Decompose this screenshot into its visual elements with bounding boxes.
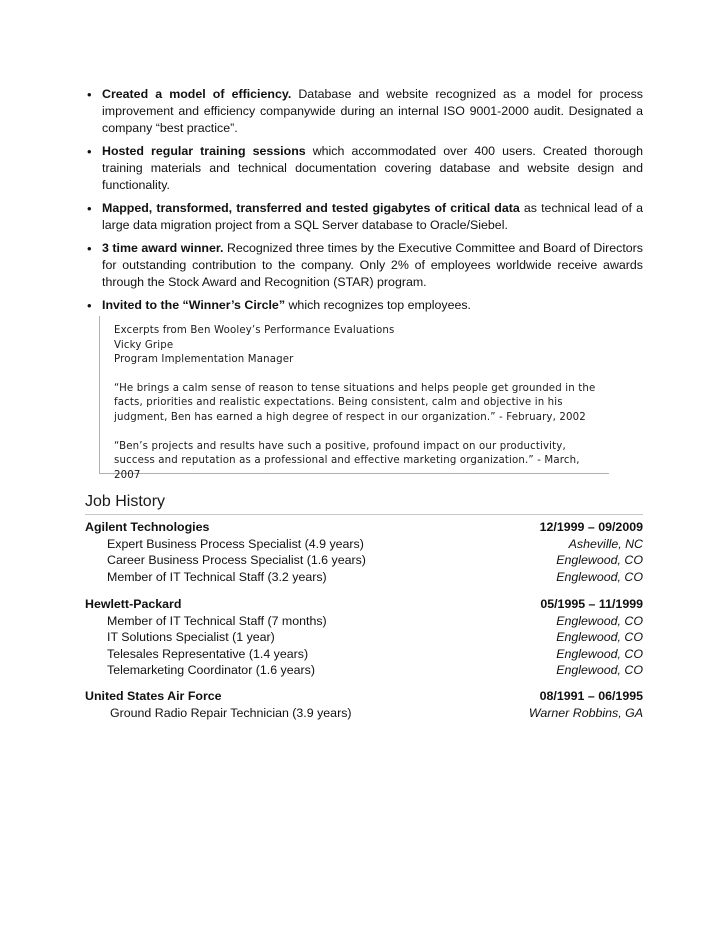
accomplishment-text: as technical lead of a large data migration project from a SQL Server database to Oracle/Siebel.	[102, 201, 643, 232]
job-entry-hp	[85, 596, 643, 679]
accomplishment-bold: Hosted regular training sessions	[102, 144, 306, 158]
role-title: Telemarketing Coordinator (1.6 years)	[107, 663, 315, 677]
role-title: Ground Radio Repair Technician (3.9 years)	[110, 705, 352, 720]
quote-author-name: Vicky Gripe	[114, 339, 174, 351]
role-title: Career Business Process Specialist (1.6 years)	[107, 553, 366, 567]
accomplishment-bold: Created a model of efficiency.	[102, 87, 292, 101]
quote-paragraph-1: “He brings a calm sense of reason to tense situations and helps people get grounded in the facts, priorities and realistic expectations. Being consistent, calm and objective in his judgment, Ben has earned a high degree of respect in our organization.” - February, 2002	[114, 382, 596, 423]
role-row	[85, 536, 643, 553]
job-entry-usaf	[85, 688, 643, 721]
role-row	[85, 629, 643, 646]
accomplishments-list	[85, 86, 643, 320]
job-history-title: Job History	[85, 492, 643, 515]
accomplishment-bold: Invited to the “Winner’s Circle”	[102, 298, 286, 312]
role-title: Member of IT Technical Staff (3.2 years)	[107, 569, 327, 584]
company-name: United States Air Force	[85, 689, 222, 703]
role-row	[85, 646, 643, 663]
quote-heading: Excerpts from Ben Wooley’s Performance Evaluations	[114, 325, 395, 336]
accomplishment-item	[85, 240, 643, 291]
role-location: Englewood, CO	[556, 630, 643, 644]
job-header-row	[85, 596, 643, 613]
role-location: Englewood, CO	[556, 553, 643, 567]
job-header-row	[85, 519, 643, 536]
role-location: Englewood, CO	[556, 646, 643, 661]
job-header-row	[85, 688, 643, 705]
accomplishment-text: which recognizes top employees.	[285, 298, 471, 312]
role-location: Asheville, NC	[568, 536, 643, 551]
quote-paragraph-2: “Ben’s projects and results have such a positive, profound impact on our productivity, success and reputation as a professional and effective marketing organization.” - March, 2007	[114, 440, 580, 481]
accomplishment-item	[85, 143, 643, 194]
role-row	[85, 705, 643, 722]
accomplishment-text: which accommodated over 400 users. Created thorough training materials and technical documentation covering database and website design and functionality.	[102, 144, 643, 192]
role-title: IT Solutions Specialist (1 year)	[107, 630, 275, 644]
quote-author-title: Program Implementation Manager	[114, 354, 294, 366]
role-row	[85, 569, 643, 586]
role-location: Warner Robbins, GA	[528, 705, 643, 720]
company-name: Agilent Technologies	[85, 520, 210, 534]
quote-header	[114, 316, 609, 368]
role-location: Englewood, CO	[556, 613, 643, 628]
company-name: Hewlett-Packard	[85, 597, 182, 611]
accomplishment-text: Database and website recognized as a model for process improvement and efficiency companywide during an internal ISO 9001-2000 audit. Designated a company “best practice”.	[102, 87, 643, 135]
role-title: Telesales Representative (1.4 years)	[107, 646, 309, 661]
accomplishment-bold: 3 time award winner.	[102, 241, 224, 255]
accomplishment-text: Recognized three times by the Executive Committee and Board of Directors for outstanding contribution to the company. Only 2% of employees worldwide receive awards through the Stock Award and Recognition (STAR) program.	[102, 241, 643, 289]
employment-dates: 08/1991 – 06/1995	[539, 689, 643, 703]
accomplishment-item	[85, 297, 643, 314]
role-location: Englewood, CO	[556, 663, 643, 677]
employment-dates: 12/1999 – 09/2009	[539, 520, 643, 534]
performance-quotes-box	[99, 316, 609, 481]
accomplishment-item	[85, 86, 643, 137]
job-entry-agilent	[85, 519, 643, 585]
role-row	[85, 613, 643, 630]
employment-dates: 05/1995 – 11/1999	[540, 597, 643, 611]
accomplishment-bold: Mapped, transformed, transferred and tested gigabytes of critical data	[102, 201, 520, 215]
role-location: Englewood, CO	[556, 569, 643, 584]
role-row	[85, 552, 643, 569]
accomplishment-item	[85, 200, 643, 234]
role-title: Expert Business Process Specialist (4.9 years)	[107, 536, 364, 551]
role-title: Member of IT Technical Staff (7 months)	[107, 613, 327, 628]
role-row	[85, 662, 643, 679]
